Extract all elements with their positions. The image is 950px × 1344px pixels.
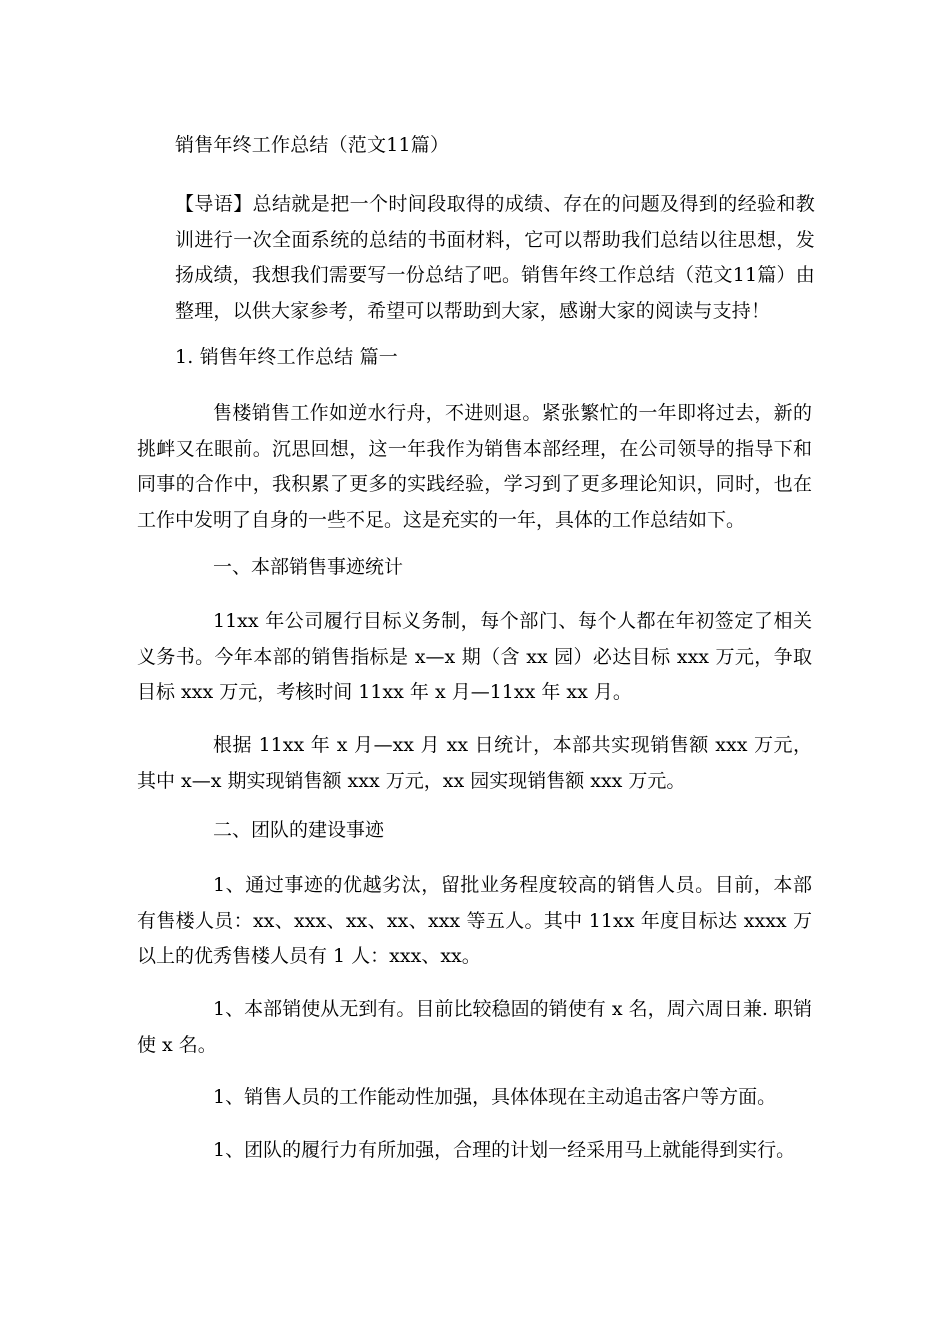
paragraph: 售楼销售工作如逆水行舟，不进则退。紧张繁忙的一年即将过去，新的挑衅又在眼前。沉思回想，这一年我作为销售本部经理，在公司领导的指导下和同事的合作中，我积累了更多的实践经验，学习到了更多理论知识，同时，也在工作中发明了自身的一些不足。这是充实的一年，具体的工作总结如下。 bbox=[137, 402, 812, 531]
paragraph: 1、销售人员的工作能动性加强，具体体现在主动追击客户等方面。 bbox=[213, 1086, 777, 1108]
section-heading: 二、团队的建设事迹 bbox=[213, 819, 385, 841]
document-title: 销售年终工作总结（范文11篇） bbox=[175, 134, 450, 156]
paragraph: 11xx 年公司履行目标义务制，每个部门、每个人都在年初签定了相关义务书。今年本部的销售指标是 x—x 期（含 xx 园）必达目标 xxx 万元，争取目标 xxx 万元，考核时间 11xx 年 x 月—11xx 年 xx 月。 bbox=[137, 610, 812, 703]
intro-paragraph: 【导语】总结就是把一个时间段取得的成绩、存在的问题及得到的经验和教训进行一次全面系统的总结的书面材料，它可以帮助我们总结以往思想，发扬成绩，我想我们需要写一份总结了吧。销售年终工作总结（范文11篇）由整理，以供大家参考，希望可以帮助到大家，感谢大家的阅读与支持！ bbox=[175, 193, 815, 322]
paragraph: 根据 11xx 年 x 月—xx 月 xx 日统计，本部共实现销售额 xxx 万元，其中 x—x 期实现销售额 xxx 万元，xx 园实现销售额 xxx 万元。 bbox=[137, 734, 812, 792]
section-title: 1. 销售年终工作总结 篇一 bbox=[175, 346, 399, 368]
paragraph: 1、本部销使从无到有。目前比较稳固的销使有 x 名，周六周日兼. 职销使 x 名。 bbox=[137, 998, 812, 1056]
paragraph: 1、团队的履行力有所加强，合理的计划一经采用马上就能得到实行。 bbox=[213, 1139, 796, 1161]
paragraph: 1、通过事迹的优越劣汰，留批业务程度较高的销售人员。目前，本部有售楼人员：xx、xxx、xx、xx、xxx 等五人。其中 11xx 年度目标达 xxxx 万以上的优秀售楼人员有 1 人：xxx、xx。 bbox=[137, 874, 812, 967]
section-heading: 一、本部销售事迹统计 bbox=[213, 556, 404, 578]
